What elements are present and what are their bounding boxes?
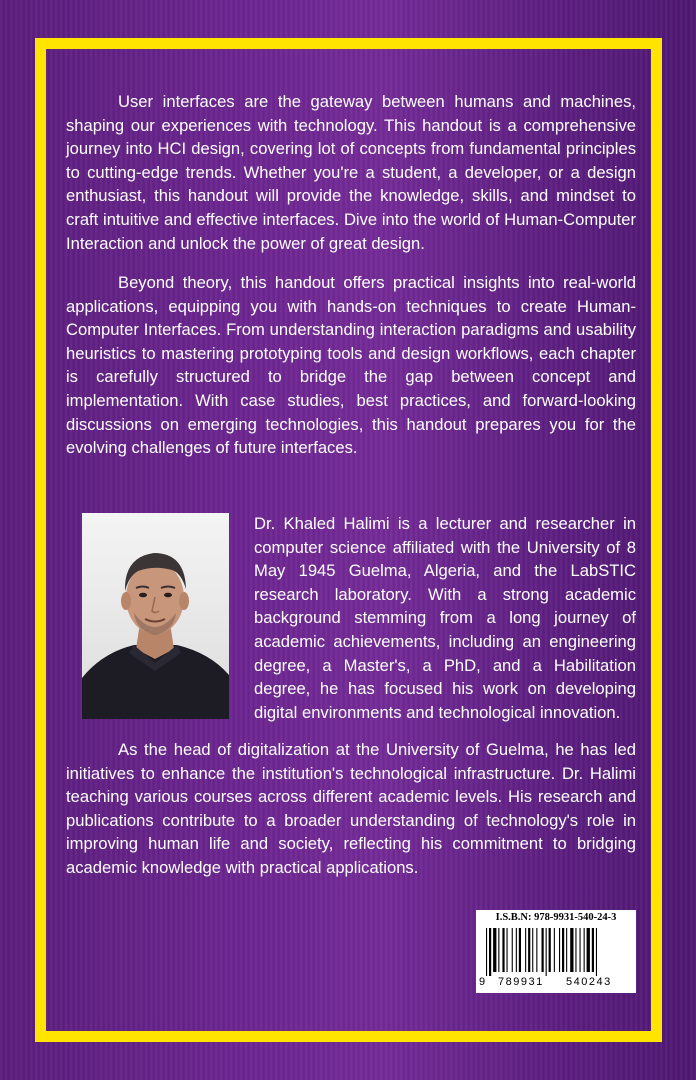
practical-paragraph: Beyond theory, this handout offers practical insights into real-world applications, equipping you with hands-on techniques to create Human-Computer Interfaces. From understanding interaction paradigms and usability heuristics to mastering prototyping tools and design workflows, each chapter is carefully structured to bridge the gap between concept and implementation. With case studies, best practices, and forward-looking discussions on emerging technologies, this handout prepares you for the evolving challenges of future interfaces.	[66, 273, 636, 458]
isbn-label: I.S.B.N: 978-9931-540-24-3	[495, 912, 617, 923]
barcode-digits-left: 789931	[498, 976, 544, 988]
barcode-digits-right: 540243	[566, 976, 612, 988]
intro-paragraph: User interfaces are the gateway between humans and machines, shaping our experiences with technology. This handout is a comprehensive journey into HCI design, covering lot of concepts from fundamental principles to cutting-edge trends. Whether you're a student, a developer, or a design enthusiast, this handout will provide the knowledge, skills, and mindset to craft intuitive and effective interfaces. Dive into the world of Human-Computer Interaction and unlock the power of great design.	[66, 92, 636, 253]
isbn-barcode	[476, 910, 636, 993]
author-bio: Dr. Khaled Halimi is a lecturer and researcher in computer science affiliated with the University of 8 May 1945 Guelma, Algeria, and the LabSTIC research laboratory. With a strong academic background stemming from a long journey of academic achievements, including an engineering degree, a Master's, a PhD, and a Habilitation degree, he has focused his work on developing digital environments and technological innovation.	[254, 514, 636, 722]
author-role-paragraph: As the head of digitalization at the University of Guelma, he has led initiatives to enhance the institution's technological infrastructure. Dr. Halimi teaching various courses across different academic levels. His research and publications contribute to a broader understanding of technology's role in improving human life and society, reflecting his commitment to bridging academic knowledge with practical applications.	[66, 740, 636, 877]
barcode-digit-first: 9	[479, 976, 486, 988]
barcode-bars-icon	[480, 928, 632, 976]
author-photo	[82, 513, 229, 719]
